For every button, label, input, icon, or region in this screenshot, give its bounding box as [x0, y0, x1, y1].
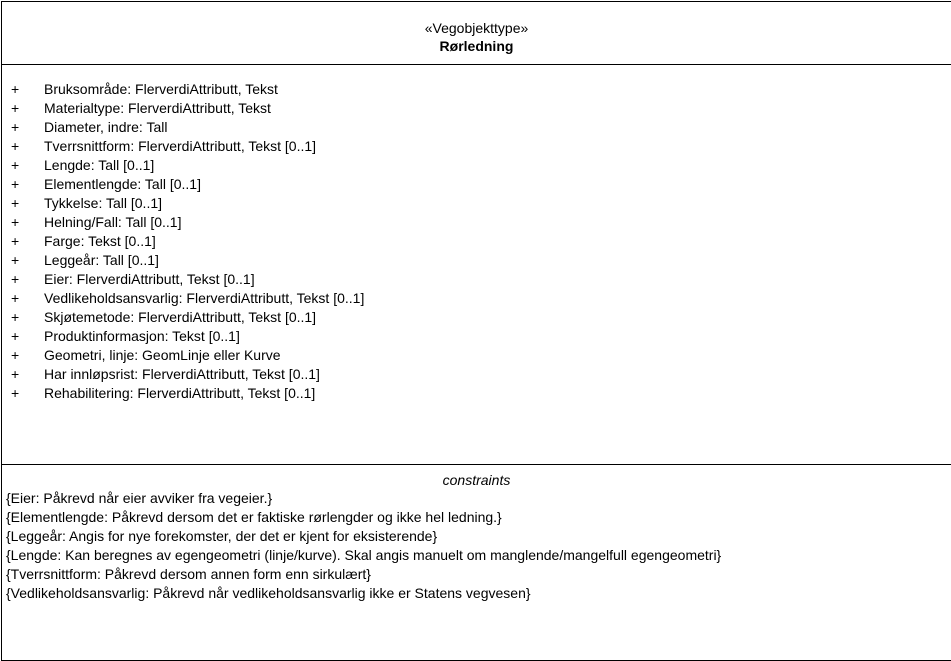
uml-class-box — [1, 1, 951, 661]
attribute-visibility: + — [11, 176, 20, 192]
attribute-row — [2, 156, 951, 175]
attribute-row — [2, 99, 951, 118]
constraint-list — [2, 489, 951, 603]
attribute-visibility: + — [11, 290, 20, 306]
attribute-row — [2, 175, 951, 194]
attribute-row — [2, 365, 951, 384]
attribute-text: Bruksområde: FlerverdiAttributt, Tekst — [44, 81, 278, 97]
constraint-row: {Vedlikeholdsansvarlig: Påkrevd når vedlikeholdsansvarlig ikke er Statens vegvesen} — [6, 585, 531, 601]
attribute-visibility: + — [11, 138, 20, 154]
attribute-text: Elementlengde: Tall [0..1] — [44, 176, 201, 192]
attribute-row — [2, 327, 951, 346]
attribute-visibility: + — [11, 385, 20, 401]
attribute-row — [2, 118, 951, 137]
attribute-text: Eier: FlerverdiAttributt, Tekst [0..1] — [44, 271, 255, 287]
constraint-row: {Elementlengde: Påkrevd dersom det er faktiske rørlengder og ikke hel ledning.} — [6, 509, 502, 525]
attribute-text: Materialtype: FlerverdiAttributt, Tekst — [44, 100, 271, 116]
attribute-compartment — [2, 65, 951, 465]
attribute-visibility: + — [11, 157, 20, 173]
attribute-text: Geometri, linje: GeomLinje eller Kurve — [44, 347, 281, 363]
attribute-visibility: + — [11, 119, 20, 135]
attribute-row — [2, 384, 951, 403]
attribute-row — [2, 270, 951, 289]
attribute-row — [2, 232, 951, 251]
constraint-row: {Leggeår: Angis for nye forekomster, der det er kjent for eksisterende} — [6, 528, 438, 544]
constraints-title: constraints — [442, 472, 511, 488]
attribute-visibility: + — [11, 271, 20, 287]
attribute-text: Lengde: Tall [0..1] — [44, 157, 155, 173]
attribute-text: Rehabilitering: FlerverdiAttributt, Tekst [0..1] — [44, 385, 316, 401]
attribute-row — [2, 251, 951, 270]
attribute-text: Helning/Fall: Tall [0..1] — [44, 214, 182, 230]
class-stereotype: «Vegobjekttype» — [424, 20, 529, 36]
attribute-text: Tverrsnittform: FlerverdiAttributt, Tekst [0..1] — [44, 138, 317, 154]
attribute-text: Har innløpsrist: FlerverdiAttributt, Tekst [0..1] — [44, 366, 320, 382]
attribute-text: Vedlikeholdsansvarlig: FlerverdiAttributt, Tekst [0..1] — [44, 290, 365, 306]
attribute-row — [2, 194, 951, 213]
constraint-row: {Lengde: Kan beregnes av egengeometri (linje/kurve). Skal angis manuelt om manglende/mangelfull egengeometri} — [6, 547, 722, 563]
attribute-text: Farge: Tekst [0..1] — [44, 233, 156, 249]
attribute-visibility: + — [11, 347, 20, 363]
attribute-row — [2, 213, 951, 232]
attribute-visibility: + — [11, 100, 20, 116]
constraint-row: {Eier: Påkrevd når eier avviker fra vegeier.} — [6, 490, 273, 506]
attribute-row — [2, 289, 951, 308]
attribute-text: Produktinformasjon: Tekst [0..1] — [44, 328, 240, 344]
attribute-row — [2, 80, 951, 99]
attribute-text: Diameter, indre: Tall — [44, 119, 168, 135]
class-name: Rørledning — [439, 38, 514, 54]
attribute-visibility: + — [11, 366, 20, 382]
attribute-visibility: + — [11, 309, 20, 325]
attribute-visibility: + — [11, 81, 20, 97]
attribute-row — [2, 137, 951, 156]
attribute-text: Leggeår: Tall [0..1] — [44, 252, 159, 268]
attribute-visibility: + — [11, 252, 20, 268]
attribute-text: Tykkelse: Tall [0..1] — [44, 195, 163, 211]
attribute-row — [2, 346, 951, 365]
attribute-visibility: + — [11, 328, 20, 344]
attribute-text: Skjøtemetode: FlerverdiAttributt, Tekst [0..1] — [44, 309, 317, 325]
attribute-visibility: + — [11, 233, 20, 249]
attribute-row — [2, 308, 951, 327]
constraints-compartment — [2, 465, 951, 603]
attribute-visibility: + — [11, 195, 20, 211]
attribute-visibility: + — [11, 214, 20, 230]
class-header — [2, 2, 951, 65]
constraint-row: {Tverrsnittform: Påkrevd dersom annen form enn sirkulært} — [6, 566, 371, 582]
